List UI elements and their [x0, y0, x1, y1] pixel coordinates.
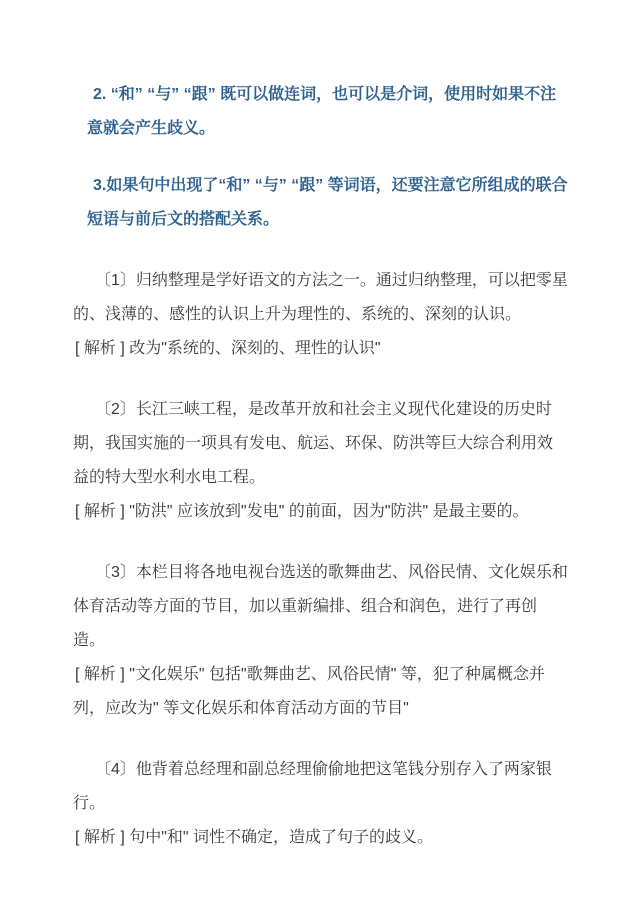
exercise-item-4	[73, 753, 568, 855]
item-number: 〔3〕	[95, 564, 136, 581]
item-text: 他背着总经理和副总经理偷偷地把这笔钱分别存入了两家银行。	[73, 761, 552, 812]
analysis-label: [ 解析 ]	[75, 666, 125, 683]
exercise-sentence	[73, 753, 568, 821]
item-number: 〔1〕	[95, 272, 136, 289]
exercise-item-1	[73, 264, 568, 366]
exercise-item-2	[73, 393, 568, 529]
item-text: 本栏目将各地电视台选送的歌舞曲艺、风俗民情、文化娱乐和体育活动等方面的节目，加以重新编排、组合和润色，进行了再创造。	[73, 564, 568, 649]
analysis-line	[73, 495, 568, 529]
analysis-text: "防洪" 应该放到"发电" 的前面，因为"防洪" 是最主要的。	[124, 503, 529, 520]
item-text: 归纳整理是学好语文的方法之一。通过归纳整理，可以把零星的、浅薄的、感性的认识上升为理性的、系统的、深刻的认识。	[73, 272, 568, 323]
exercise-sentence	[73, 264, 568, 332]
analysis-text: "文化娱乐" 包括"歌舞曲艺、风俗民情" 等，犯了种属概念并列，应改为" 等文化娱乐和体育活动方面的节目"	[73, 666, 545, 717]
guideline-heading-3: 3.如果句中出现了“和” “与” “跟” 等词语，还要注意它所组成的联合短语与前后文的搭配关系。	[87, 177, 568, 228]
analysis-line	[73, 658, 568, 726]
analysis-line	[73, 821, 568, 855]
item-text: 长江三峡工程，是改革开放和社会主义现代化建设的历史时期，我国实施的一项具有发电、航运、环保、防洪等巨大综合利用效益的特大型水利水电工程。	[73, 401, 554, 486]
analysis-label: [ 解析 ]	[75, 829, 125, 846]
item-number: 〔2〕	[95, 401, 136, 418]
exercise-sentence	[73, 393, 568, 495]
guideline-heading-2: 2. “和” “与” “跟” 既可以做连词，也可以是介词，使用时如果不注意就会产生歧义。	[87, 86, 557, 137]
item-number: 〔4〕	[95, 761, 136, 778]
analysis-text: 改为"系统的、深刻的、理性的认识"	[124, 340, 381, 357]
exercise-sentence	[73, 556, 568, 658]
analysis-label: [ 解析 ]	[75, 503, 125, 520]
analysis-line	[73, 332, 568, 366]
exercise-item-3	[73, 556, 568, 726]
analysis-label: [ 解析 ]	[75, 340, 125, 357]
analysis-text: 句中"和" 词性不确定，造成了句子的歧义。	[124, 829, 434, 846]
